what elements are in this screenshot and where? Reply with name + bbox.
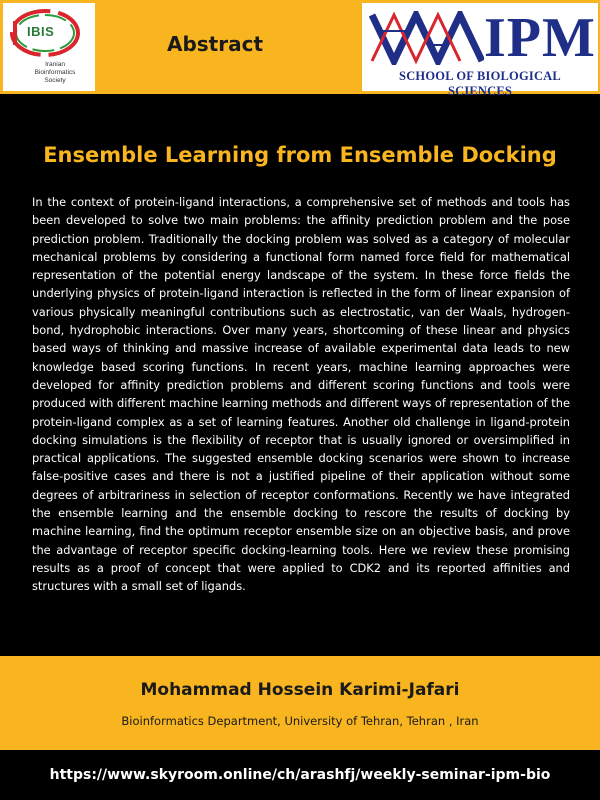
- author-band: [0, 656, 600, 750]
- society-line: Bioinformatics: [34, 69, 76, 76]
- society-line: Iranian: [45, 61, 65, 68]
- ibis-logo-text: IBIS: [27, 24, 55, 39]
- author-name: Mohammad Hossein Karimi-Jafari: [140, 680, 460, 700]
- header-band: [0, 0, 600, 98]
- ipm-logo: [362, 3, 598, 98]
- ibis-society-name: [15, 61, 95, 85]
- abstract-text: In the context of protein-ligand interactions, a comprehensive set of methods and tools has been developed to solve two main problems: the affinity prediction problem and the pose prediction problem. Traditionally the docking problem was solved as a category of molecular mechanical problems by considering a functional form named force field for mathematical representation of the potential energy landscape of the system. In these force fields the underlying physics of protein-ligand interaction is reflected in the form of linear expansion of various physically meaningful contributions such as electrostatic, van der Waals, hydrogen-bond, hydrophobic interactions. Over many years, shortcoming of these linear and physics based ways of thinking and massive increase of available experimental data leads to new knowledge based scoring functions. In recent years, machine learning approaches were developed for affinity prediction problems and different scoring functions and tools were produced with different machine learning methods and different ways of representation of the protein-ligand complex as a set of learning features. Another old challenge in ligand-protein docking simulations is the flexibility of receptor that is usually ignored or oversimplified in practical applications. The suggested ensemble docking scenarios were shown to increase false-positive cases and there is not a justified pipeline of their application without some degrees of arbitrariness in selection of receptor conformations. Recently we have integrated the ensemble learning and the ensemble docking to rescore the results of docking by machine learning, find the optimum receptor ensemble size on an objective basis, and prove the advantage of receptor specific docking-learning tools. Here we review these promising results as a proof of concept that were applied to CDK2 and its reported affinities and structures with a small set of ligands.: [32, 195, 570, 594]
- society-line: Society: [44, 77, 66, 84]
- seminar-link[interactable]: https://www.skyroom.online/ch/arashfj/weekly-seminar-ipm-bio: [49, 767, 551, 783]
- dna-helix-icon: [368, 11, 484, 65]
- school-name: SCHOOL OF BIOLOGICAL SCIENCES: [399, 69, 561, 98]
- ibis-logo: [3, 3, 95, 91]
- author-affiliation: Bioinformatics Department, University of Tehran, Tehran , Iran: [121, 714, 479, 728]
- section-label: Abstract: [166, 32, 264, 56]
- paper-title: Ensemble Learning from Ensemble Docking: [43, 143, 557, 167]
- ipm-logo-text: IPM: [484, 7, 596, 69]
